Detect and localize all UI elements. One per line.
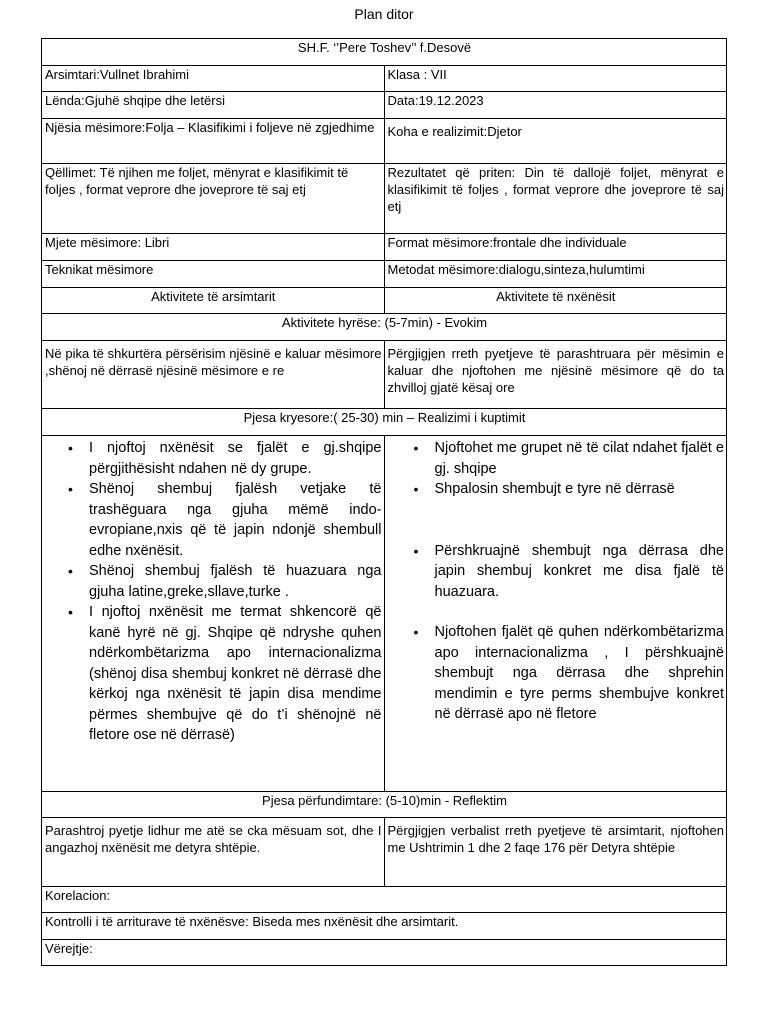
correlation-field: Korelacion:	[42, 887, 727, 913]
teacher-activity-list	[45, 438, 382, 746]
tools-field: Mjete mësimore: Libri	[42, 234, 385, 261]
document-title: Plan ditor	[354, 6, 414, 22]
remarks-field: Vërejtje:	[42, 940, 727, 966]
list-item: • I njoftoj nxënësit se fjalët e gj.shqipe përgjithësisht ndahen në dy grupe.	[89, 438, 382, 479]
techniques-field: Teknikat mësimore	[42, 261, 385, 288]
teacher-activities-header: Aktivitete të arsimtarit	[42, 288, 385, 314]
grade-field: Klasa : VII	[384, 66, 727, 92]
school-name: SH.F. ‘’Pere Toshev’’ f.Desovë	[42, 39, 727, 66]
assessment-field: Kontrolli i të arriturave të nxënësve: Biseda mes nxënësit dhe arsimtarit.	[42, 913, 727, 940]
lesson-plan-table	[41, 38, 727, 966]
list-item: • Përshkruajnë shembujt nga dërrasa dhe japin shembuj konkret me disa fjalë të huazuara.	[435, 541, 725, 603]
intro-teacher-activity: Në pika të shkurtëra përsërisim njësinë e kaluar mësimore ,shënoj në dërrasë njësinë mësimore e re	[42, 341, 385, 409]
main-teacher-activities	[42, 436, 385, 792]
teacher-field: Arsimtari:Vullnet Ibrahimi	[42, 66, 385, 92]
date-field: Data:19.12.2023	[384, 92, 727, 119]
intro-section-heading: Aktivitete hyrëse: (5-7min) - Evokim	[42, 314, 727, 341]
list-item: • Shpalosin shembujt e tyre në dërrasë	[435, 479, 725, 500]
student-activities-header: Aktivitete të nxënësit	[384, 288, 727, 314]
unit-field: Njësia mësimore:Folja – Klasifikimi i foljeve në zgjedhime	[42, 119, 385, 164]
list-item: • I njoftoj nxënësit me termat shkencorë që kanë hyrë në gj. Shqipe që ndryshe quhen ndërkombëtarizma apo internacionalizma (shënoj disa shembuj konkret në dërrasë dhe kërkoj nga nxënësit të japin disa mendime përmes shembujve që do t’i shënojnë në fletore ose në dërrasë)	[89, 602, 382, 746]
subject-field: Lënda:Gjuhë shqipe dhe letërsi	[42, 92, 385, 119]
list-item: • Njoftohet me grupet në të cilat ndahet fjalët e gj. shqipe	[435, 438, 725, 479]
final-section-heading: Pjesa përfundimtare: (5-10)min - Reflektim	[42, 792, 727, 818]
expected-results-field: Rezultatet që priten: Din të dallojë foljet, mënyrat e klasifikimit të foljes , format veprore dhe joveprore të saj etj	[384, 164, 727, 234]
duration-field: Koha e realizimit:Djetor	[384, 119, 727, 164]
final-student-activity: Përgjigjen verbalist rreth pyetjeve të arsimtarit, njoftohen me Ushtrimin 1 dhe 2 faqe 176 për Detyra shtëpie	[384, 818, 727, 887]
student-activity-list	[388, 438, 725, 725]
methods-field: Metodat mësimore:dialogu,sinteza,hulumtimi	[384, 261, 727, 288]
list-item: • Njoftohen fjalët që quhen ndërkombëtarizma apo internacionalizma , I përshkuajnë shembujt nga dërrasa dhe shprehin mendimin e tyre perms shembujve konkret në dërrasë apo në fletore	[435, 622, 725, 725]
list-item: • Shënoj shembuj fjalësh të huazuara nga gjuha latine,greke,sllave,turke .	[89, 561, 382, 602]
final-teacher-activity: Parashtroj pyetje lidhur me atë se cka mësuam sot, dhe I angazhoj nxënësit me detyra shtëpie.	[42, 818, 385, 887]
list-item: • Shënoj shembuj fjalësh vetjake të trashëguara nga gjuha mëmë indo-evropiane,nxis që të japin ndonjë shembull edhe nxënësit.	[89, 479, 382, 561]
main-student-activities	[384, 436, 727, 792]
objectives-field: Qëllimet: Të njihen me foljet, mënyrat e klasifikimit të foljes , format veprore dhe joveprore të saj etj	[42, 164, 385, 234]
main-section-heading: Pjesa kryesore:( 25-30) min – Realizimi i kuptimit	[42, 409, 727, 436]
formats-field: Format mësimore:frontale dhe individuale	[384, 234, 727, 261]
intro-student-activity: Përgjigjen rreth pyetjeve të parashtruara për mësimin e kaluar dhe njoftohen me njësinë mësimore që do ta zhvilloj gjatë kësaj ore	[384, 341, 727, 409]
